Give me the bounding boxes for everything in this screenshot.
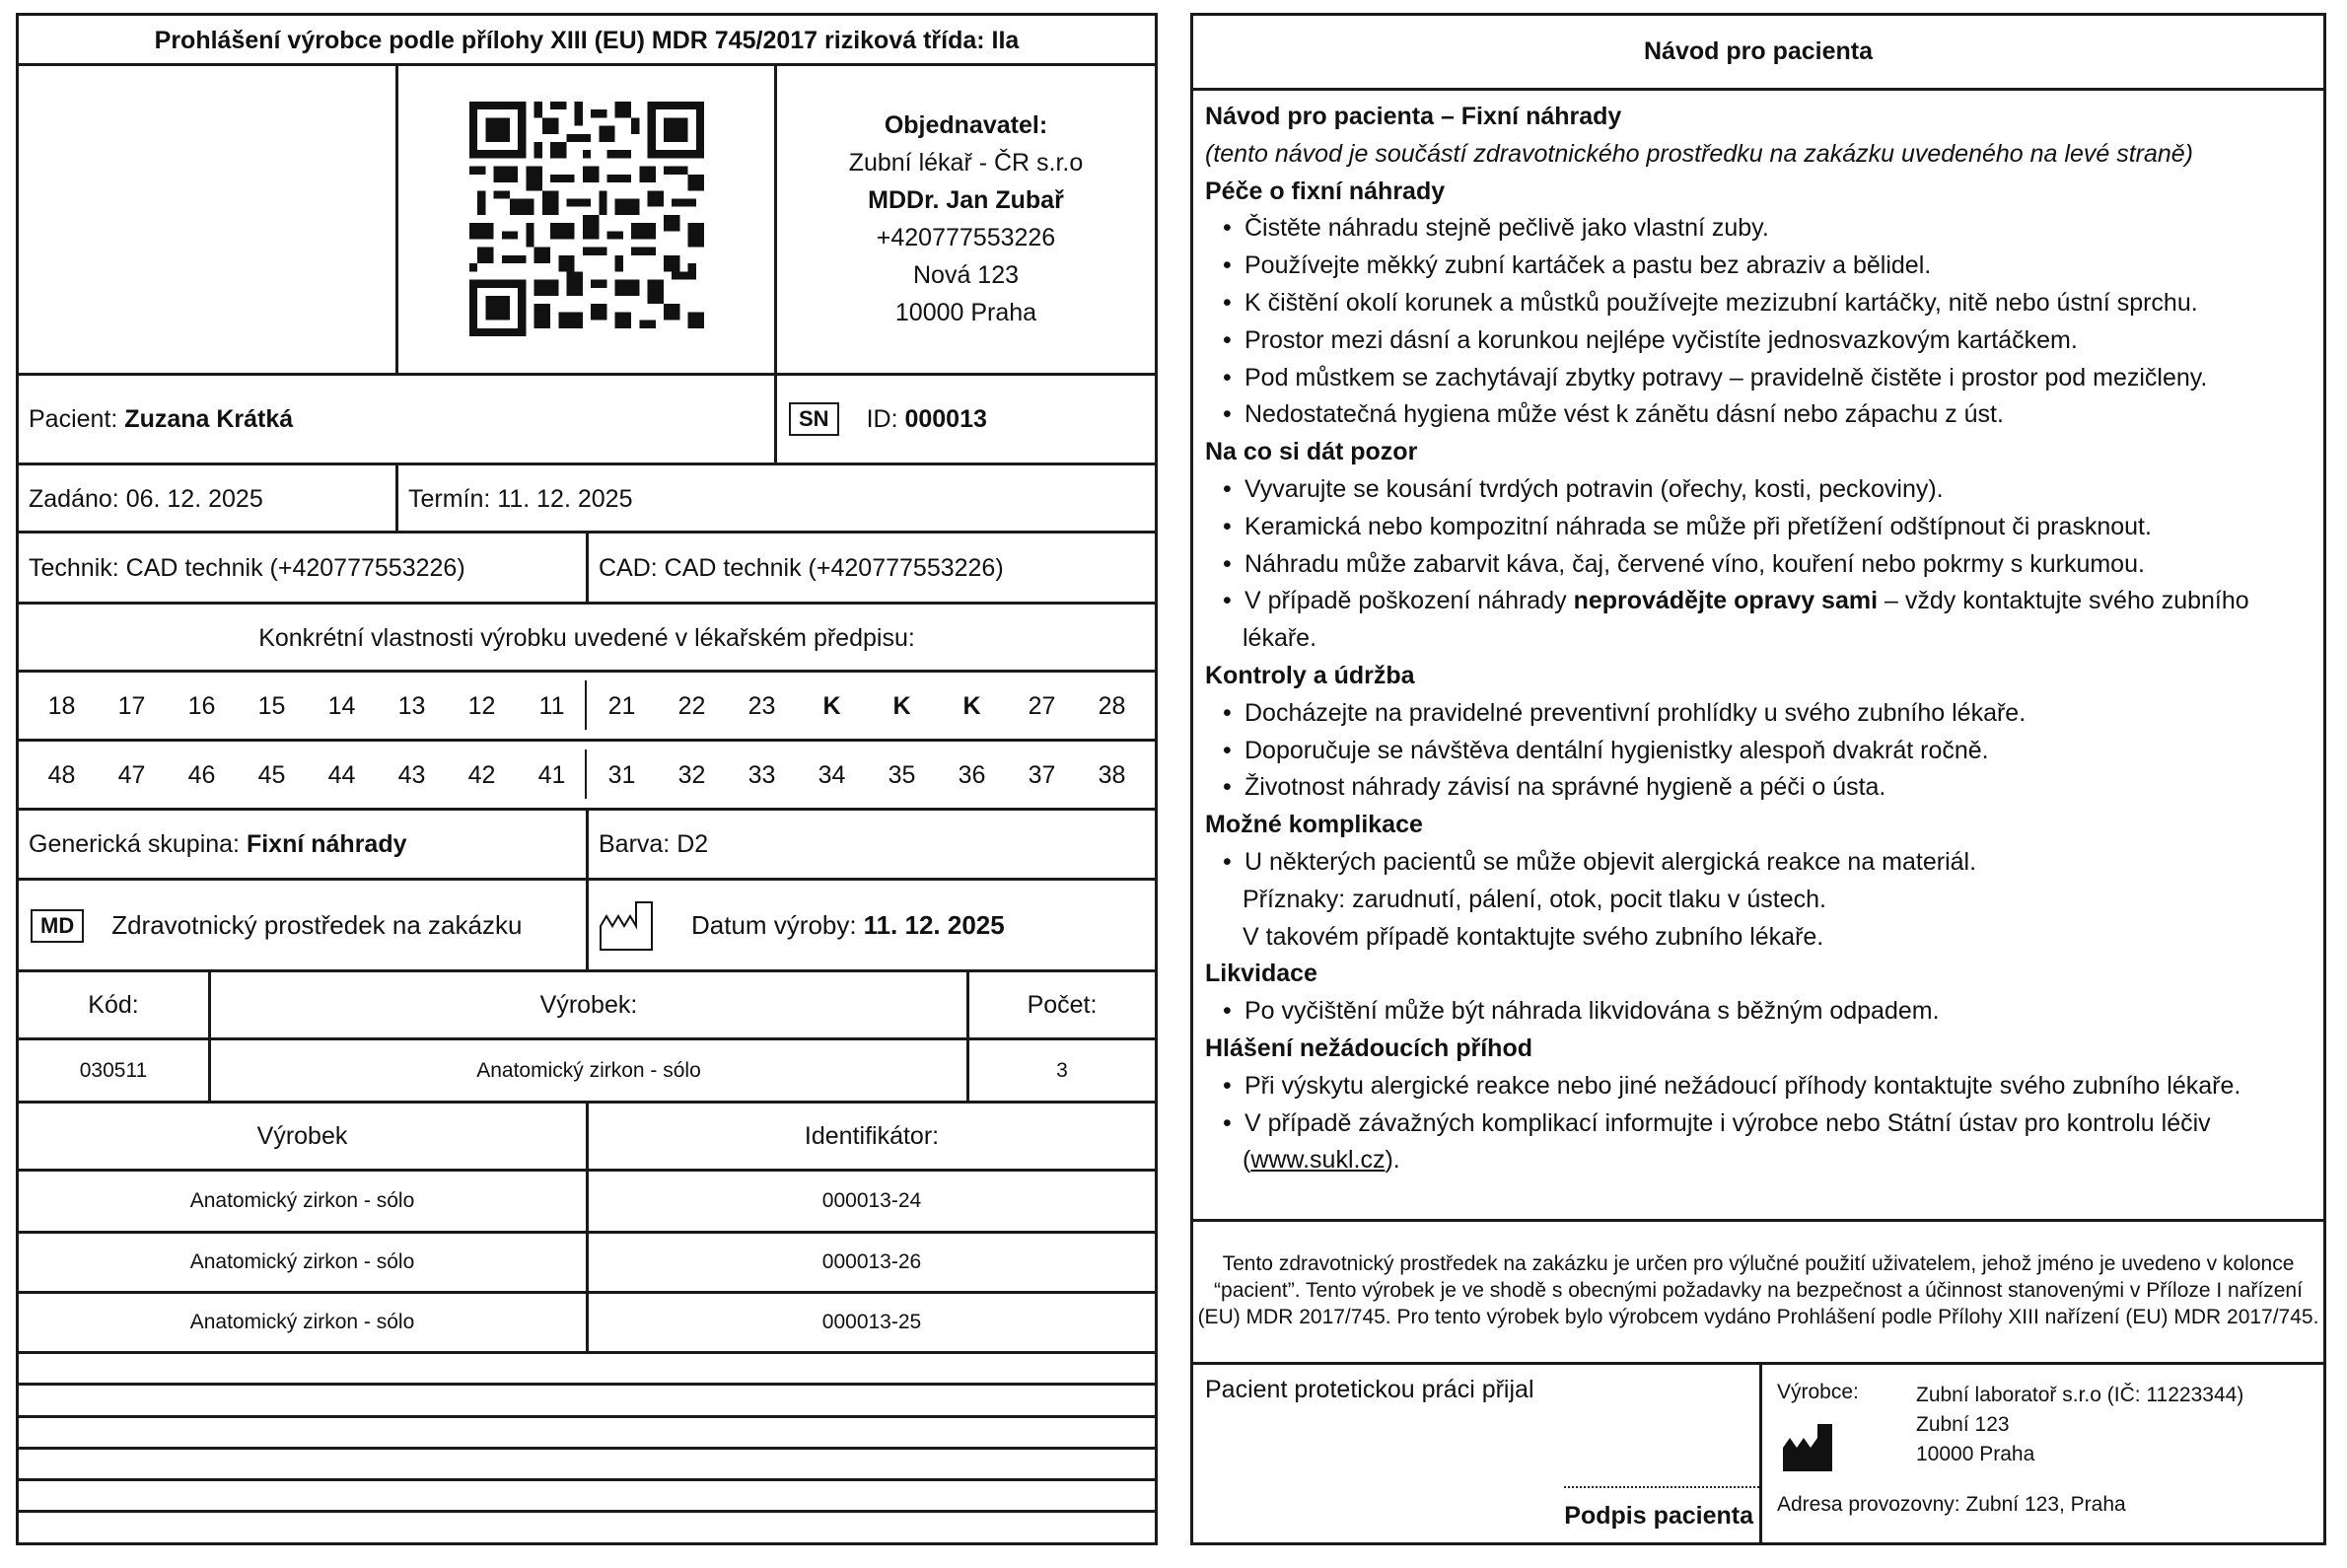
orderer-city: 10000 Praha — [894, 299, 1037, 326]
tooth-cell: 17 — [117, 691, 146, 720]
manufacturer-address: Zubní laboratoř s.r.o (IČ: 11223344) Zubní 123 10000 Praha — [1916, 1384, 2244, 1465]
section-heading: Likvidace — [1205, 960, 1317, 988]
qr-code-icon — [469, 102, 704, 336]
empty-row-line — [16, 1415, 1158, 1418]
tooth-cell: 43 — [397, 760, 426, 789]
tooth-cell: 12 — [467, 691, 496, 720]
orderer-street: Nová 123 — [912, 261, 1020, 289]
acceptance-text: Pacient protetickou práci přijal — [1205, 1376, 1534, 1403]
tooth-cell: 44 — [327, 760, 356, 789]
orderer-block — [777, 107, 1155, 331]
identifier-row-id: 000013-25 — [821, 1311, 922, 1333]
list-item: • Vyvarujte se kousání tvrdých potravin (ořechy, kosti, peckoviny). — [1205, 471, 2310, 509]
orderer-phone: +420777553226 — [876, 224, 1056, 251]
orderer-company: Zubní lékař - ČR s.r.o — [848, 149, 1084, 177]
factory-filled-icon — [1783, 1424, 1832, 1471]
list-item: • Docházejte na pravidelné preventivní prohlídky u svého zubního lékaře. — [1205, 695, 2310, 733]
tooth-cell: 33 — [747, 760, 776, 789]
product-row-code: 030511 — [79, 1058, 148, 1082]
md-text: Zdravotnický prostředek na zakázku — [111, 910, 523, 940]
tooth-cell: 23 — [747, 691, 776, 720]
tooth-cell: K — [892, 691, 911, 720]
tooth-cell: 36 — [958, 760, 986, 789]
generic-group-field: Generická skupina: Fixní náhrady — [29, 829, 407, 858]
list-item: • Po vyčištění může být náhrada likvidována s běžným odpadem. — [1205, 993, 2310, 1031]
tooth-cell: 47 — [117, 760, 146, 789]
tooth-cell: 46 — [187, 760, 216, 789]
declaration-title: Prohlášení výrobce podle přílohy XIII (EU) MDR 745/2017 riziková třída: IIa — [154, 26, 1020, 54]
teeth-lower-left — [587, 742, 1147, 809]
assigned-date: 06. 12. 2025 — [125, 484, 263, 513]
list-item: • Keramická nebo kompozitní náhrada se může při přetížení odštípnout či prasknout. — [1205, 509, 2310, 546]
manufacturer-label: Výrobce: — [1777, 1381, 1859, 1403]
products-header-product: Výrobek: — [539, 991, 638, 1019]
section-heading: Hlášení nežádoucích příhod — [1205, 1033, 1532, 1062]
generic-group-value: Fixní náhrady — [246, 829, 407, 858]
list-item: • Životnost náhrady závisí na správné hygieně a péči o ústa. — [1205, 769, 2310, 807]
list-item: • K čištění okolí korunek a můstků používejte mezizubní kartáčky, nitě nebo ústní sprchu. — [1205, 285, 2310, 322]
tooth-cell: 21 — [607, 691, 636, 720]
tooth-cell: K — [822, 691, 841, 720]
tooth-cell: 31 — [607, 760, 636, 789]
identifiers-header-id: Identifikátor: — [804, 1122, 940, 1150]
color-field: Barva: D2 — [599, 829, 709, 858]
tooth-cell: 16 — [187, 691, 216, 720]
teeth-upper-left — [587, 673, 1147, 740]
instructions-body: Návod pro pacienta – Fixní náhrady (tento návod je součástí zdravotnického prostředku na zakázku uvedeného na levé straně) Péče o fixní náhrady • Čistěte náhradu stejně pečlivě jako vlastní zuby. • Používejte měkký zubní kartáček a pastu bez abraziv a bělidel. • K čištění okolí korunek a můstků používejte mezizubní kartáčky, nitě nebo ústní sprchu. • Prostor mezi dásní a korunkou nejlépe vyčistíte jednosvazkovým kartáčkem. • Pod můstkem se zachytávají zbytky potravy – pravidelně čistěte i prostor pod mezičleny. • Nedostatečná hygiena může vést k zánětu dásní nebo zápachu z úst. Na co si dát pozor • Vyvarujte se kousání tvrdých potravin (ořechy, kosti, peckoviny). • Keramická nebo kompozitní náhrada se může při přetížení odštípnout či prasknout. • Náhradu může zabarvit káva, čaj, červené víno, kouření nebo pokrmy s kurkumou. • V případě poškození náhrady neprovádějte opravy sami – vždy kontaktujte svého zubního lékaře. Kontroly a údržba • Docházejte na pravidelné preventivní prohlídky u svého zubního lékaře. • Doporučuje se návštěva dentální hygienistky alespoň dvakrát ročně. • Životnost náhrady závisí na správné hygieně a péči o ústa. Možné komplikace • U některých pacientů se může objevit alergická reakce na materiál. Příznaky: zarudnutí, pálení, otok, pocit tlaku v ústech. V takovém případě kontaktujte svého zubního lékaře. Likvidace • Po vyčištění může být náhrada likvidována s běžným odpadem. Hlášení nežádoucích příhod • Při výskytu alergické reakce nebo jiné nežádoucí příhody kontaktujte svého zubního lékaře. • V případě závažných komplikací informujte i výrobce nebo Státní ústav pro kontrolu léčiv (www.sukl.cz). — [1205, 99, 2310, 1179]
section-heading: Kontroly a údržba — [1205, 661, 1415, 689]
assigned-date-field: Zadáno: 06. 12. 2025 — [29, 484, 263, 513]
product-row-name: Anatomický zirkon - sólo — [476, 1058, 701, 1082]
contact-line: V takovém případě kontaktujte svého zubního lékaře. — [1243, 922, 1824, 951]
tooth-cell: 37 — [1028, 760, 1056, 789]
list-item: • V případě závažných komplikací informujte i výrobce nebo Státní ústav pro kontrolu léčiv — [1205, 1105, 2310, 1143]
manufacture-date: 11. 12. 2025 — [863, 910, 1005, 940]
tooth-cell: 15 — [257, 691, 286, 720]
tooth-cell: 42 — [467, 760, 496, 789]
patient-field — [19, 376, 774, 463]
patient-label: Pacient: — [29, 404, 118, 433]
tooth-cell: 14 — [327, 691, 356, 720]
tooth-cell: 34 — [818, 760, 846, 789]
facility-address: Adresa provozovny: Zubní 123, Praha — [1777, 1493, 2126, 1516]
symptoms-line: Příznaky: zarudnutí, pálení, otok, pocit tlaku v ústech. — [1243, 885, 1826, 913]
tooth-cell: 22 — [677, 691, 706, 720]
instructions-title: Návod pro pacienta — [1644, 37, 1873, 65]
tooth-cell: 48 — [47, 760, 76, 789]
warning-emphasis: neprovádějte opravy sami — [1573, 587, 1879, 615]
sukl-link[interactable]: www.sukl.cz — [1250, 1146, 1386, 1175]
identifier-row-product: Anatomický zirkon - sólo — [189, 1311, 415, 1333]
identifier-row-product: Anatomický zirkon - sólo — [189, 1189, 415, 1212]
factory-outline-icon — [599, 900, 654, 952]
tooth-cell: 38 — [1098, 760, 1126, 789]
tooth-cell: K — [962, 691, 981, 720]
teeth-lower-right — [27, 742, 587, 809]
list-item-warning: • V případě poškození náhrady neprovádějte opravy sami – vždy kontaktujte svého zubního — [1205, 583, 2310, 620]
list-item: • U některých pacientů se může objevit alergická reakce na materiál. — [1205, 844, 2310, 882]
list-item: • Čistěte náhradu stejně pečlivě jako vlastní zuby. — [1205, 210, 2310, 248]
empty-logo-cell — [19, 66, 395, 373]
identifier-row-product: Anatomický zirkon - sólo — [189, 1250, 415, 1273]
list-item: • Nedostatečná hygiena může vést k zánětu dásní nebo zápachu z úst. — [1205, 396, 2310, 434]
list-item: • Při výskytu alergické reakce nebo jiné nežádoucí příhody kontaktujte svého zubního lékaře. — [1205, 1068, 2310, 1105]
tooth-cell: 11 — [538, 691, 565, 720]
deadline-field: Termín: 11. 12. 2025 — [408, 484, 633, 513]
empty-row-line — [16, 1510, 1158, 1513]
identifiers-header-product: Výrobek — [256, 1122, 348, 1150]
list-item: • Pod můstkem se zachytávají zbytky potravy – pravidelně čistěte i prostor pod mezičleny. — [1205, 360, 2310, 397]
list-item: • Náhradu může zabarvit káva, čaj, červené víno, kouření nebo pokrmy s kurkumou. — [1205, 546, 2310, 584]
tooth-cell: 13 — [397, 691, 426, 720]
id-value: 000013 — [904, 404, 987, 433]
patient-name: Zuzana Krátká — [124, 404, 294, 433]
instructions-main-heading: Návod pro pacienta – Fixní náhrady — [1205, 103, 1622, 130]
list-item: • Doporučuje se návštěva dentální hygienistky alespoň dvakrát ročně. — [1205, 733, 2310, 770]
instructions-subtitle: (tento návod je součástí zdravotnického prostředku na zakázku uvedeného na levé straně) — [1205, 139, 2194, 168]
products-header-code: Kód: — [88, 991, 139, 1019]
signature-line[interactable] — [1564, 1486, 1759, 1488]
list-item: • Používejte měkký zubní kartáček a pastu bez abraziv a bělidel. — [1205, 248, 2310, 285]
identifier-row-id: 000013-24 — [821, 1189, 922, 1212]
tooth-cell: 35 — [888, 760, 916, 789]
deadline-date: 11. 12. 2025 — [497, 484, 633, 513]
section-heading: Péče o fixní náhrady — [1205, 177, 1446, 205]
serial-id-field — [777, 376, 1155, 463]
tooth-cell: 18 — [47, 691, 76, 720]
section-heading: Možné komplikace — [1205, 811, 1423, 839]
sn-badge-icon: SN — [789, 402, 839, 436]
empty-row-line — [16, 1447, 1158, 1450]
products-header-count: Počet: — [1027, 991, 1098, 1019]
disclaimer: Tento zdravotnický prostředek na zakázku je určen pro výlučné použití uživatelem, jehož jméno je uvedeno v kolonce “pacient”. Tento výrobek je ve shodě s obecnými požadavky na bezpečnost a účinnost stanovenými v Příloze I nařízení (EU) MDR 2017/745. Pro tento výrobek bylo výrobcem vydáno Prohlášení podle Přílohy XIII nařízení (EU) MDR 2017/745. — [1197, 1252, 2319, 1328]
cad-field: CAD: CAD technik (+420777553226) — [599, 554, 1004, 582]
empty-row-line — [16, 1478, 1158, 1481]
tooth-cell: 45 — [257, 760, 286, 789]
list-item: • Prostor mezi dásní a korunkou nejlépe vyčistíte jednosvazkovým kartáčkem. — [1205, 322, 2310, 360]
section-heading: Na co si dát pozor — [1205, 438, 1418, 466]
md-badge-icon: MD — [31, 909, 84, 943]
properties-heading: Konkrétní vlastnosti výrobku uvedené v lékařském předpisu: — [258, 623, 915, 652]
orderer-label: Objednavatel: — [884, 111, 1048, 139]
teeth-upper-right — [27, 673, 587, 740]
orderer-doctor: MDDr. Jan Zubař — [868, 186, 1064, 214]
tooth-cell: 28 — [1098, 691, 1126, 720]
identifier-row-id: 000013-26 — [821, 1250, 922, 1273]
manufacture-date-field: Datum výroby: 11. 12. 2025 — [589, 881, 1155, 970]
id-label: ID: — [866, 404, 898, 433]
tooth-cell: 32 — [677, 760, 706, 789]
md-field — [19, 881, 586, 970]
tooth-cell: 41 — [537, 760, 566, 789]
empty-row-line — [16, 1383, 1158, 1386]
signature-label: Podpis pacienta — [1564, 1502, 1753, 1530]
technician-field: Technik: CAD technik (+420777553226) — [29, 554, 465, 582]
product-row-count: 3 — [1056, 1058, 1068, 1082]
tooth-cell: 27 — [1028, 691, 1056, 720]
